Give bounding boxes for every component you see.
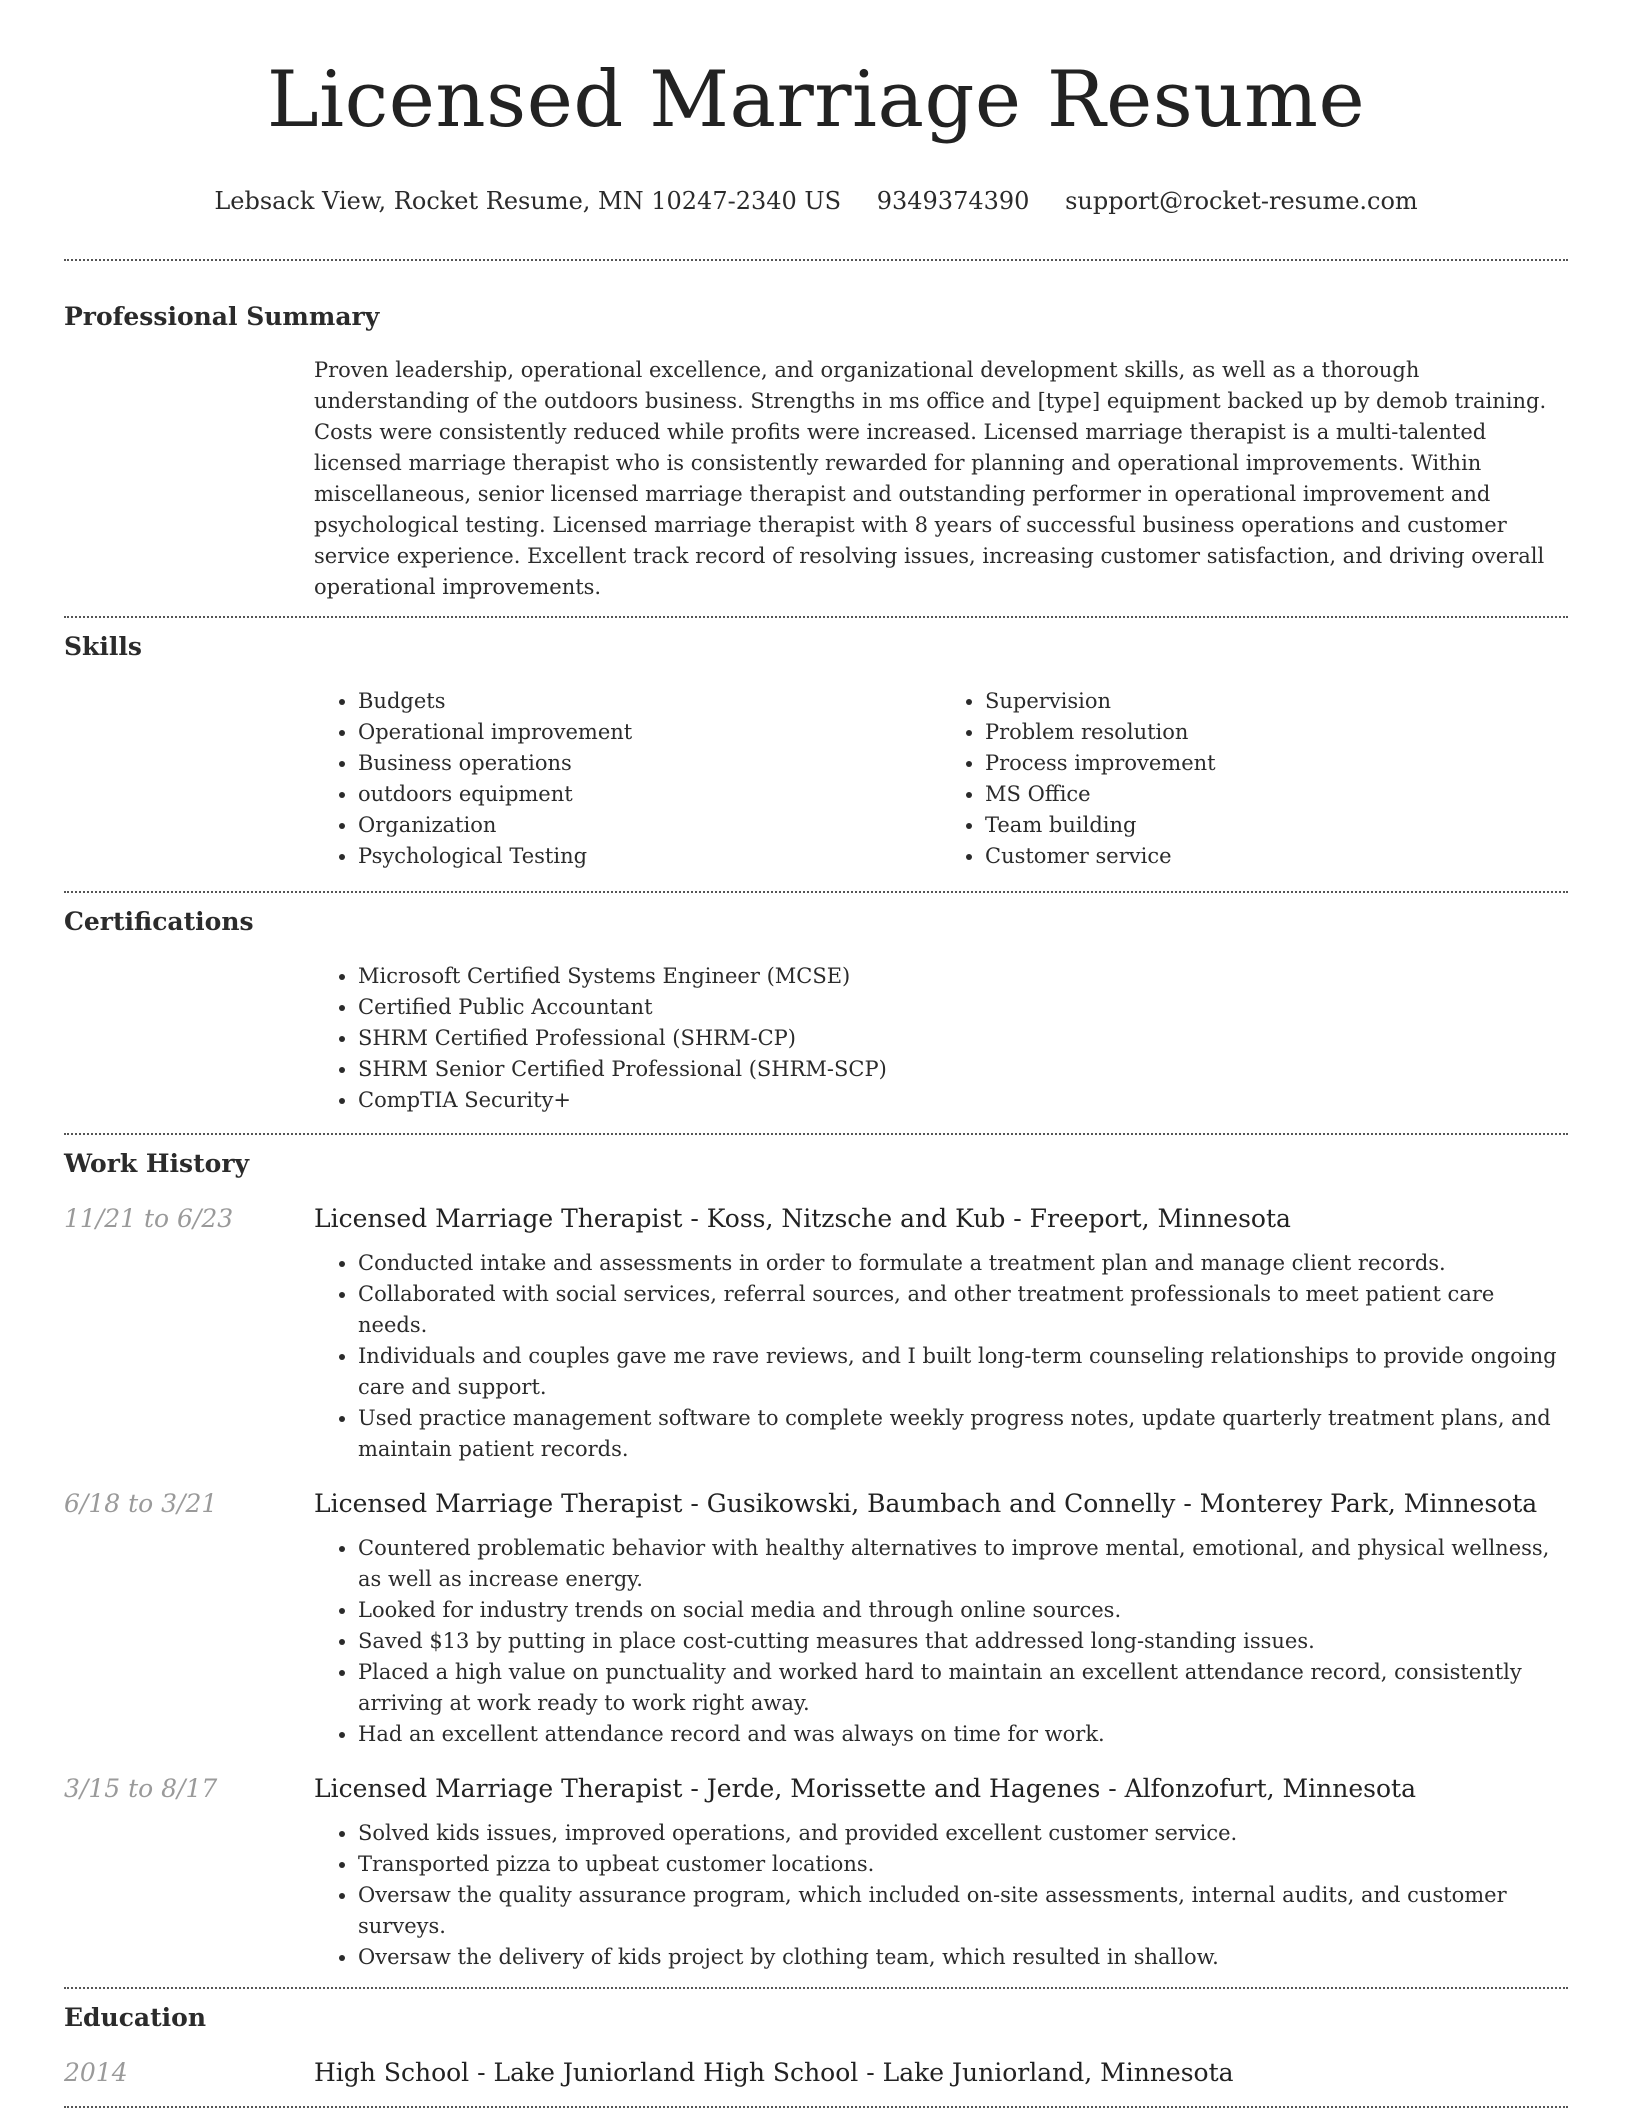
- certification-item: • Microsoft Certified Systems Engineer (MCSE): [358, 961, 1568, 992]
- job-bullet: • Oversaw the quality assurance program, which included on-site assessments, internal audits, and customer surveys.: [358, 1880, 1568, 1942]
- education-entry: [64, 2056, 1568, 2090]
- skill-item: • Budgets: [358, 686, 941, 717]
- skill-item: • Process improvement: [985, 748, 1568, 779]
- summary-heading: Professional Summary: [64, 302, 380, 331]
- certification-item: • SHRM Senior Certified Professional (SHRM-SCP): [358, 1054, 1568, 1085]
- skill-item: • Psychological Testing: [358, 841, 941, 872]
- job-bullet: • Individuals and couples gave me rave reviews, and I built long-term counseling relationships to provide ongoing care and support.: [358, 1341, 1568, 1403]
- skill-item: • Operational improvement: [358, 717, 941, 748]
- job-bullets: [314, 1533, 1568, 1750]
- job-title: Licensed Marriage Therapist - Jerde, Morissette and Hagenes - Alfonzofurt, Minnesota: [314, 1774, 1416, 1803]
- job-bullet: • Collaborated with social services, referral sources, and other treatment professionals to meet patient care needs.: [358, 1279, 1568, 1341]
- skill-item: • outdoors equipment: [358, 779, 941, 810]
- certifications-heading: Certifications: [64, 907, 254, 936]
- certification-item: • Certified Public Accountant: [358, 992, 1568, 1023]
- job-dates: 3/15 to 8/17: [64, 1774, 218, 1803]
- certifications-block: [314, 961, 1568, 1116]
- skills-list-left: [314, 686, 941, 872]
- skills-divider: [64, 891, 1568, 893]
- job-bullet: • Saved $13 by putting in place cost-cutting measures that addressed long-standing issues.: [358, 1626, 1568, 1657]
- education-heading: Education: [64, 2003, 207, 2032]
- job-dates: 6/18 to 3/21: [64, 1489, 218, 1518]
- skill-item: • Supervision: [985, 686, 1568, 717]
- summary-divider: [64, 616, 1568, 618]
- job-title: Licensed Marriage Therapist - Gusikowski, Baumbach and Connelly - Monterey Park, Minnesota: [314, 1489, 1538, 1518]
- skill-item: • Customer service: [985, 841, 1568, 872]
- job-entry: [64, 1487, 1568, 1750]
- resume-title: Licensed Marriage Resume: [266, 55, 1366, 145]
- education-title: High School - Lake Juniorland High School - Lake Juniorland, Minnesota: [314, 2058, 1234, 2087]
- skills-grid: [314, 686, 1568, 872]
- resume-page: [64, 0, 1568, 2108]
- email-link[interactable]: support@rocket-resume.com: [1065, 187, 1418, 215]
- job-header: [64, 1772, 1568, 1806]
- skill-item: • Team building: [985, 810, 1568, 841]
- skill-item: • Problem resolution: [985, 717, 1568, 748]
- job-bullet: • Transported pizza to upbeat customer locations.: [358, 1849, 1568, 1880]
- skills-list-right: [941, 686, 1568, 872]
- skill-item: • MS Office: [985, 779, 1568, 810]
- job-bullet: • Oversaw the delivery of kids project by clothing team, which resulted in shallow.: [358, 1942, 1568, 1973]
- job-header: [64, 1202, 1568, 1236]
- job-bullet: • Conducted intake and assessments in order to formulate a treatment plan and manage client records.: [358, 1248, 1568, 1279]
- skills-heading: Skills: [64, 632, 142, 661]
- work-divider: [64, 1987, 1568, 1989]
- job-bullet: • Solved kids issues, improved operations, and provided excellent customer service.: [358, 1818, 1568, 1849]
- job-dates: 11/21 to 6/23: [64, 1204, 234, 1233]
- job-bullet: • Placed a high value on punctuality and worked hard to maintain an excellent attendance record, consistently arriving at work ready to work right away.: [358, 1657, 1568, 1719]
- certification-item: • CompTIA Security+: [358, 1085, 1568, 1116]
- skill-item: • Business operations: [358, 748, 941, 779]
- job-bullet: • Used practice management software to complete weekly progress notes, update quarterly treatment plans, and maintain patient records.: [358, 1403, 1568, 1465]
- work-heading: Work History: [64, 1149, 250, 1178]
- address-text: Lebsack View, Rocket Resume, MN 10247-2340 US: [214, 187, 842, 215]
- education-dates: 2014: [64, 2058, 128, 2087]
- certifications-divider: [64, 1133, 1568, 1135]
- phone-text: 9349374390: [876, 187, 1030, 215]
- header-divider: [64, 259, 1568, 261]
- contact-line: [64, 186, 1568, 216]
- certification-item: • SHRM Certified Professional (SHRM-CP): [358, 1023, 1568, 1054]
- job-bullet: • Looked for industry trends on social media and through online sources.: [358, 1595, 1568, 1626]
- job-entry: [64, 1772, 1568, 1973]
- summary-text: Proven leadership, operational excellence, and organizational development skills, as well as a thorough understanding of the outdoors business. Strengths in ms office and [type] equipment backed up by demob training. Costs were consistently reduced while profits were increased. Licensed marriage therapist is a multi-talented licensed marriage therapist who is consistently rewarded for planning and operational improvements. Within miscellaneous, senior licensed marriage therapist and outstanding performer in operational improvement and psychological testing. Licensed marriage therapist with 8 years of successful business operations and customer service experience. Excellent track record of resolving issues, increasing customer satisfaction, and driving overall operational improvements.: [314, 358, 1547, 599]
- certifications-list: [314, 961, 1568, 1116]
- skill-item: • Organization: [358, 810, 941, 841]
- education-divider: [64, 2106, 1568, 2108]
- job-bullets: [314, 1248, 1568, 1465]
- job-header: [64, 1487, 1568, 1521]
- job-title: Licensed Marriage Therapist - Koss, Nitzsche and Kub - Freeport, Minnesota: [314, 1204, 1291, 1233]
- job-bullets: [314, 1818, 1568, 1973]
- job-bullet: • Had an excellent attendance record and was always on time for work.: [358, 1719, 1568, 1750]
- job-entry: [64, 1202, 1568, 1465]
- job-bullet: • Countered problematic behavior with healthy alternatives to improve mental, emotional, and physical wellness, as well as increase energy.: [358, 1533, 1568, 1595]
